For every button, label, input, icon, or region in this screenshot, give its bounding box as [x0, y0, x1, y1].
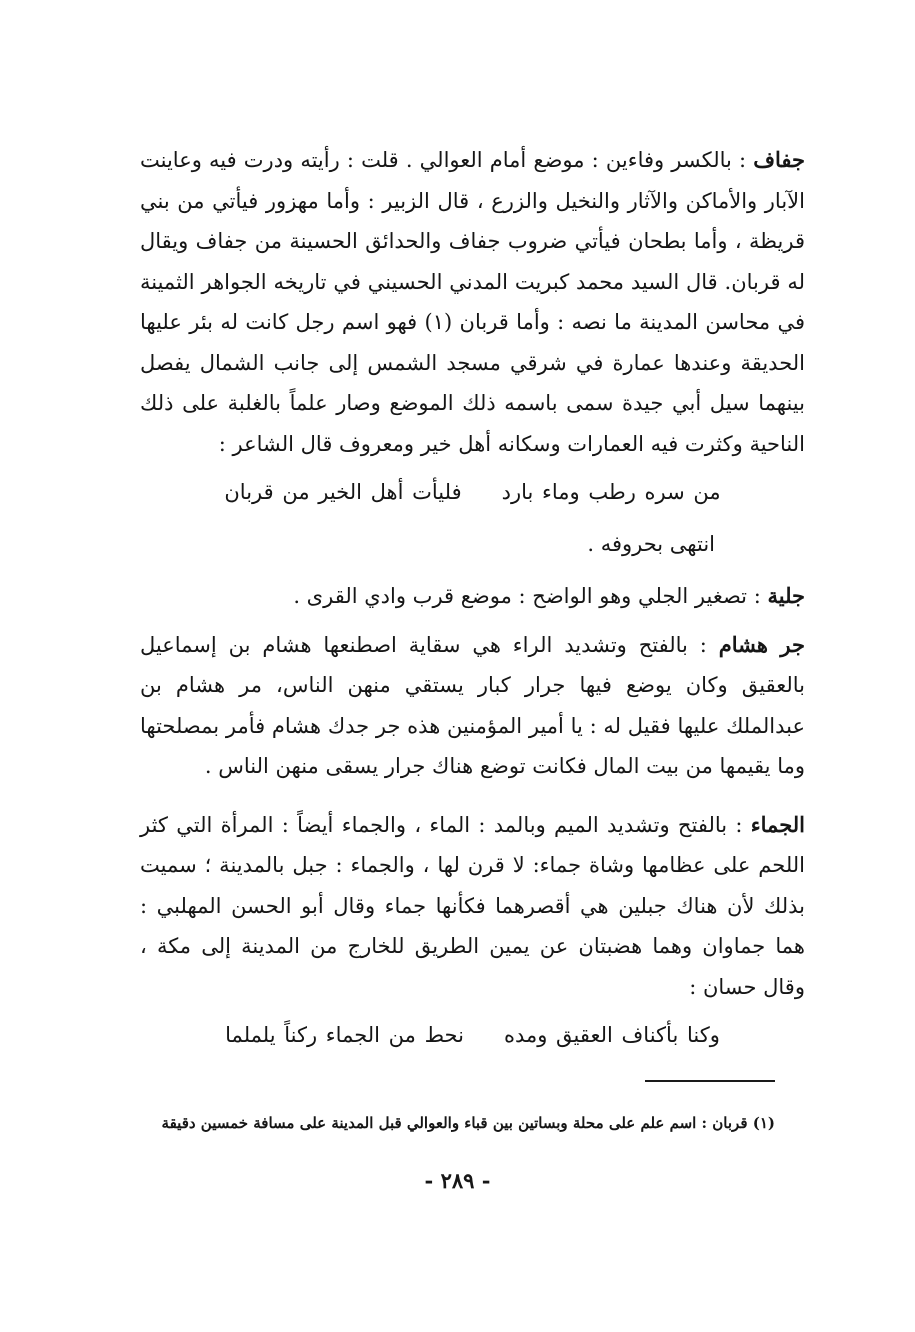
- entry-text: : بالكسر وفاءين : موضع أمام العوالي . قلت : رأيته ودرت فيه وعاينت الآبار والأماكن والآثار والنخيل والزرع ، قال الزبير : وأما مهزور فيأتي من بني قريظة ، وأما بطحان فيأتي ضروب جفاف والحدائق الحسينة من جفاف ويقال له قربان. قال السيد محمد كبريت المدني الحسيني في تاريخه الجواهر الثمينة في محاسن المدينة ما نصه : وأما قربان (١) فهو اسم رجل كانت له بئر عليها الحديقة وعندها عمارة في شرقي مسجد الشمس إلى جانب الشمال يفصل بينهما سيل أبي جيدة سمى باسمه ذلك الموضع وصار علماً بالغلبة على ذلك الناحية وكثرت فيه العمارات وسكانه أهل خير ومعروف قال الشاعر :: [140, 148, 805, 456]
- verse-hemistich-second: نحط من الجماء ركناً يلملما: [225, 1023, 464, 1047]
- entry-julayya: [140, 576, 805, 617]
- entry-text: : تصغير الجلي وهو الواضح : موضع قرب وادي القرى .: [293, 584, 761, 608]
- entry-jifaf: [140, 140, 805, 464]
- entry-term: الجماء: [750, 811, 805, 837]
- entry-term: جفاف: [753, 147, 805, 172]
- entry-text: : بالفتح وتشديد الميم وبالمد : الماء ، والجماء أيضاً : المرأة التي كثر اللحم على عظامها وشاة جماء: لا قرن لها ، والجماء : جبل بالمدينة ؛ سميت بذلك لأن هناك جبلين هي أقصرهما فكأنها جماء وقال أبو الحسن المهلبي : هما جماوان وهما هضبتان عن يمين الطريق للخارج من المدينة إلى مكة ، وقال حسان :: [140, 812, 805, 999]
- page-number: - ٢٨٩ -: [424, 1168, 491, 1193]
- entry-term: جر هشام: [718, 631, 805, 657]
- entry-term: جلية: [767, 583, 805, 608]
- verse-hemistich-second: فليأت أهل الخير من قربان: [224, 480, 462, 504]
- verse: [140, 472, 805, 512]
- verse-hemistich-first: وكنا بأكناف العقيق ومده: [503, 1023, 720, 1047]
- quotation-end-note: انتهى بحروفه .: [587, 532, 715, 556]
- footnote-divider: [645, 1080, 775, 1082]
- entry-al-jamma: [140, 805, 805, 1008]
- entry-jarr-hisham: [140, 625, 805, 787]
- footnote: (١) قربان : اسم علم على محلة وبساتين بين قباء والعوالي قبل المدينة على مسافة خمسين دقيقة: [161, 1114, 775, 1132]
- verse: [140, 1015, 805, 1055]
- entry-text: : بالفتح وتشديد الراء هي سقاية اصطنعها هشام بن إسماعيل بالعقيق وكان يوضع فيها جرار كبار يستقي منهن الناس، مر هشام بن عبدالملك عليها فقيل له : يا أمير المؤمنين هذه جر جدك هشام فأمر بمصلحتها وما يقيمها من بيت المال فكانت توضع هناك جرار يسقى منهن الناس .: [140, 632, 805, 778]
- verse-hemistich-first: من سره رطب وماء بارد: [501, 480, 721, 504]
